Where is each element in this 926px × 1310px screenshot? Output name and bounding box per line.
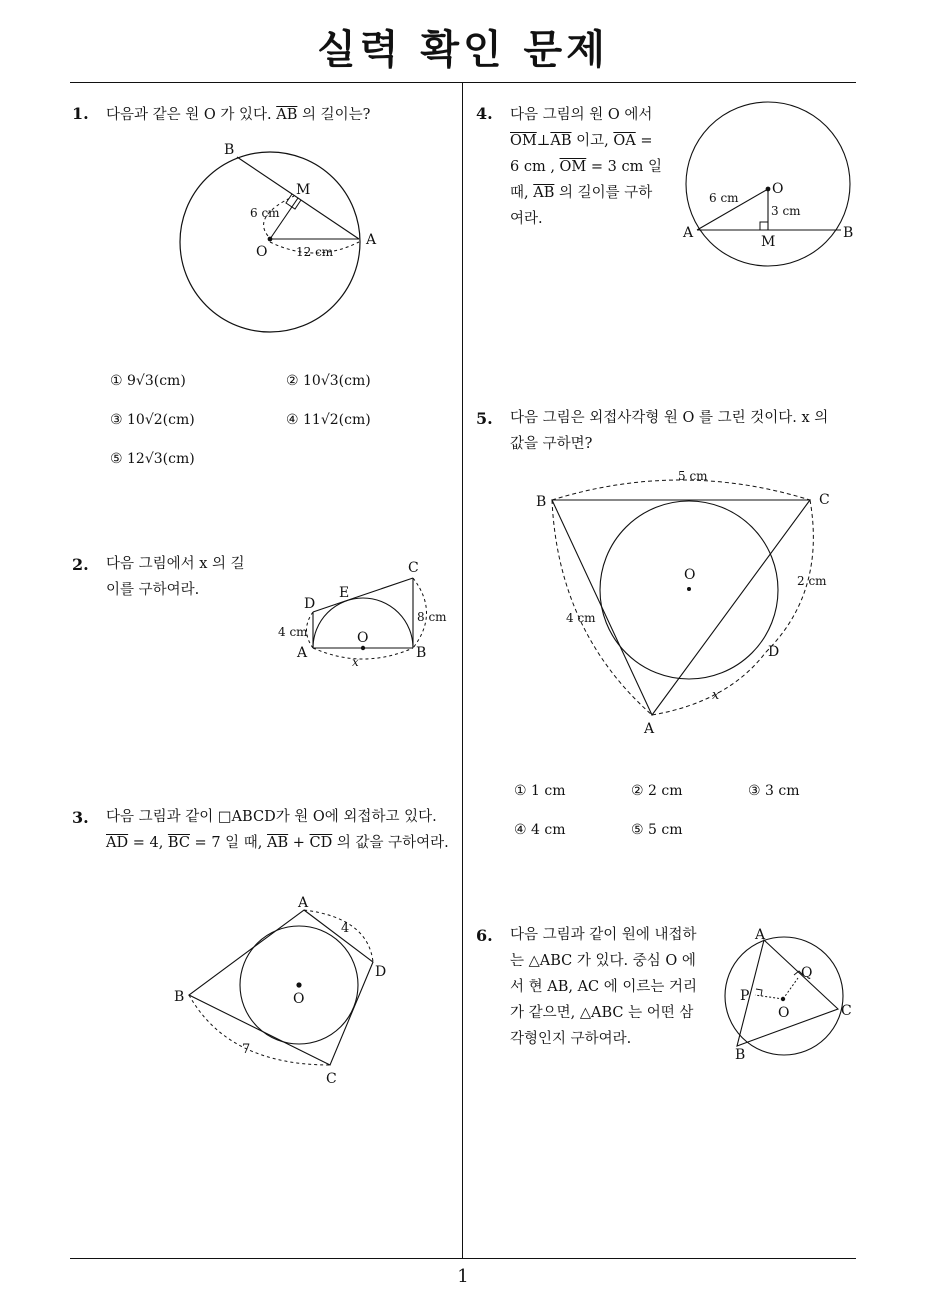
q1-choice-4[interactable]: ④ 11√2(cm) <box>286 412 371 428</box>
q4-text: 다음 그림의 원 O 에서 $\overline{OM}\perp\overline{AB}$ 이고, $\overline{OA}$ = 6 cm , $\overline{OM} = 3$ cm 일 때, $\overline{AB}$ 의 길이를 구하 여라. <box>510 107 662 227</box>
q4-label-o: O <box>772 181 784 197</box>
q5-choice-2[interactable]: ② 2 cm <box>631 783 683 799</box>
q2-number: 2. <box>72 555 89 574</box>
q2-label-bc: 8 cm <box>417 610 447 624</box>
q3-label-d: D <box>375 964 387 980</box>
q6-label-q: Q <box>801 965 813 981</box>
q4-number: 4. <box>476 104 493 123</box>
page-number: 1 <box>457 1266 469 1287</box>
q6-number: 6. <box>476 926 493 945</box>
q1-label-oa: 12 cm <box>296 245 334 259</box>
q5-dashed-bc <box>552 480 810 500</box>
q6-label-b: B <box>735 1047 746 1063</box>
q1-choice-3[interactable]: ③ 10√2(cm) <box>110 412 195 428</box>
q5-label-bc: 5 cm <box>678 469 708 483</box>
q3-label-b: B <box>174 989 185 1005</box>
q3-number: 3. <box>72 808 89 827</box>
q2-label-c: C <box>408 560 419 576</box>
q3-label-c: C <box>326 1071 337 1087</box>
q3-label-ad: 4 <box>341 921 350 936</box>
q1-center-dot <box>268 237 273 242</box>
q1-text: 다음과 같은 원 O 가 있다. $\overline{AB}$ 의 길이는? <box>106 107 371 123</box>
q3-label-a: A <box>298 895 309 911</box>
q6-triangle <box>737 940 838 1046</box>
q4-center-dot <box>766 187 771 192</box>
column-divider <box>462 83 463 1259</box>
q6-right-angle-p <box>756 989 762 996</box>
q5-label-o: O <box>684 567 696 583</box>
q5-dashed-x <box>652 652 766 715</box>
q2-label-o: O <box>357 630 369 646</box>
q3-text: 다음 그림과 같이 □ABCD가 원 O에 외접하고 있다. $\overline{AD} = 4$, $\overline{BC} = 7$ 일 때, $\overline{AB} + \overline{CD}$ 의 값을 구하여라. <box>106 809 449 851</box>
q5-figure <box>528 462 848 742</box>
q1-label-o: O <box>256 244 268 260</box>
q2-label-x: x <box>352 655 359 669</box>
q2-label-b: B <box>416 645 427 661</box>
q6-seg-op <box>755 995 783 999</box>
q5-center-dot <box>687 587 691 591</box>
q2-label-e: E <box>339 585 350 601</box>
q3-label-o: O <box>293 991 305 1007</box>
q1-label-om: 6 cm <box>250 206 280 220</box>
q1-number: 1. <box>72 104 89 123</box>
header-rule <box>70 82 856 83</box>
q2-figure <box>276 556 456 671</box>
q5-number: 5. <box>476 409 493 428</box>
q6-text: 다음 그림과 같이 원에 내접하 는 △ABC 가 있다. 중심 O 에 서 현 AB, AC 에 이르는 거리 가 같으면, △ABC 는 어떤 삼 각형인지 구하여라. <box>510 927 698 1047</box>
q2-center-dot <box>361 646 365 650</box>
q1-choice-5[interactable]: ⑤ 12√3(cm) <box>110 451 195 467</box>
q6-label-c: C <box>841 1003 852 1019</box>
q4-label-m: M <box>761 234 776 250</box>
q5-choice-1[interactable]: ① 1 cm <box>514 783 566 799</box>
q1-label-b: B <box>224 142 235 158</box>
q4-right-angle-mark <box>760 222 768 230</box>
q5-label-a: A <box>644 721 655 737</box>
q3-figure <box>168 890 398 1090</box>
q5-text: 다음 그림은 외접사각형 원 O 를 그린 것이다. x 의 값을 구하면? <box>510 410 829 452</box>
q6-center-dot <box>781 997 785 1001</box>
q1-choice-1[interactable]: ① 9√3(cm) <box>110 373 186 389</box>
q2-text: 다음 그림에서 x 의 길 이를 구하여라. <box>106 556 245 598</box>
q1-figure <box>170 138 390 334</box>
q4-label-oa: 6 cm <box>709 191 739 205</box>
q4-label-b: B <box>843 225 854 241</box>
q4-label-om: 3 cm <box>771 204 801 218</box>
footer-rule <box>70 1258 856 1259</box>
q2-label-a: A <box>297 645 308 661</box>
q5-label-b: B <box>536 494 547 510</box>
q4-label-a: A <box>683 225 694 241</box>
q4-figure <box>680 96 860 274</box>
q1-label-m: M <box>296 182 311 198</box>
q6-figure <box>720 926 870 1066</box>
q1-label-a: A <box>366 232 377 248</box>
q5-label-cd: 2 cm <box>797 574 827 588</box>
q5-label-d: D <box>768 644 780 660</box>
q3-center-dot <box>296 982 301 987</box>
q2-seg-dc <box>313 578 413 612</box>
q2-label-ad: 4 cm <box>278 625 308 639</box>
q5-choice-4[interactable]: ④ 4 cm <box>514 822 566 838</box>
q5-label-x: x <box>712 688 720 703</box>
q6-label-a: A <box>755 927 766 943</box>
q6-seg-oq <box>783 978 798 999</box>
q5-triangle <box>552 500 810 715</box>
q2-label-d: D <box>304 596 316 612</box>
q5-choice-5[interactable]: ⑤ 5 cm <box>631 822 683 838</box>
q5-choice-3[interactable]: ③ 3 cm <box>748 783 800 799</box>
q1-choice-2[interactable]: ② 10√3(cm) <box>286 373 371 389</box>
q5-label-c: C <box>819 492 830 508</box>
q6-label-o: O <box>778 1005 790 1021</box>
page-title: 실력 확인 문제 <box>317 27 609 73</box>
q5-label-ab: 4 cm <box>566 611 596 625</box>
q6-label-p: P <box>740 988 750 1004</box>
q3-label-bc: 7 <box>242 1042 251 1057</box>
